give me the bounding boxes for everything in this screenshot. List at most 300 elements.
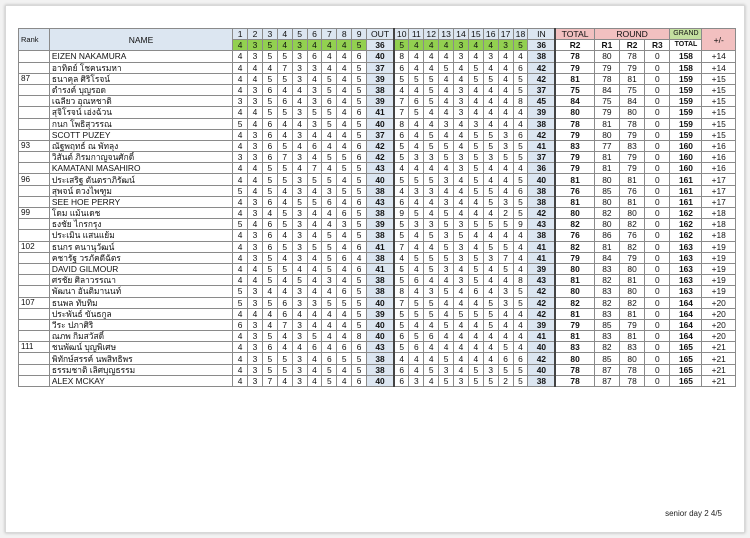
hole-score: 5: [424, 73, 439, 84]
hole-score: 5: [424, 308, 439, 319]
hole-score: 4: [439, 51, 454, 62]
hole-score: 5: [439, 62, 454, 73]
hole-score: 3: [248, 84, 263, 95]
hole-score: 6: [352, 342, 367, 353]
round-1-score: 87: [594, 375, 619, 386]
hole-score: 4: [454, 263, 469, 274]
hole-score: 4: [307, 219, 322, 230]
round-1-score: 81: [594, 152, 619, 163]
hole-score: 6: [424, 331, 439, 342]
round-1-score: 77: [594, 140, 619, 151]
hole-score: 4: [498, 331, 513, 342]
round-2-score: 78: [620, 118, 645, 129]
hole-score: 4: [439, 107, 454, 118]
hole-score: 5: [337, 297, 352, 308]
hole-score: 4: [468, 208, 483, 219]
in-score: 38: [528, 230, 555, 241]
hole-score: 4: [262, 308, 277, 319]
hole-score: 4: [307, 208, 322, 219]
hole-score: 6: [277, 308, 292, 319]
hole-score: 5: [352, 73, 367, 84]
hole-score: 4: [498, 163, 513, 174]
round-sub-header: R3: [645, 40, 670, 51]
round-3-score: 0: [645, 275, 670, 286]
hole-score: 3: [337, 219, 352, 230]
hole-score: 5: [233, 185, 248, 196]
plus-minus: +14: [702, 62, 736, 73]
hole-score: 4: [454, 286, 469, 297]
par-cell: 4: [424, 40, 439, 51]
hole-score: 3: [248, 252, 263, 263]
hole-score: 4: [439, 163, 454, 174]
out-score: 43: [367, 163, 394, 174]
out-score: 38: [367, 252, 394, 263]
hole-score: 4: [424, 241, 439, 252]
out-score: 41: [367, 263, 394, 274]
hole-header: 7: [322, 29, 337, 40]
hole-score: 4: [292, 84, 307, 95]
hole-score: 5: [498, 241, 513, 252]
hole-score: 4: [233, 342, 248, 353]
grand-total: 159: [670, 84, 702, 95]
hole-score: 4: [394, 84, 409, 95]
hole-score: 5: [513, 364, 528, 375]
hole-score: 5: [498, 152, 513, 163]
hole-score: 3: [439, 230, 454, 241]
hole-score: 5: [352, 219, 367, 230]
hole-score: 4: [322, 163, 337, 174]
out-score: 43: [367, 196, 394, 207]
plus-minus: +15: [702, 73, 736, 84]
hole-score: 5: [468, 308, 483, 319]
rank-cell: 87: [19, 73, 50, 84]
hole-score: 3: [292, 174, 307, 185]
hole-score: 4: [307, 185, 322, 196]
in-score: 38: [528, 196, 555, 207]
plus-minus: +17: [702, 196, 736, 207]
rank-cell: [19, 275, 50, 286]
par-cell: 5: [352, 40, 367, 51]
hole-score: 5: [424, 140, 439, 151]
hole-score: 3: [233, 96, 248, 107]
round-2-score: 81: [620, 73, 645, 84]
hole-score: 4: [483, 118, 498, 129]
hole-score: 5: [277, 107, 292, 118]
round-1-score: 81: [594, 118, 619, 129]
hole-score: 4: [468, 353, 483, 364]
hole-score: 4: [468, 331, 483, 342]
hole-score: 7: [277, 152, 292, 163]
round-2-score: 81: [620, 275, 645, 286]
hole-score: 5: [352, 275, 367, 286]
hole-score: 4: [409, 51, 424, 62]
hole-score: 3: [292, 241, 307, 252]
hole-score: 5: [409, 174, 424, 185]
hole-score: 4: [468, 297, 483, 308]
hole-score: 4: [439, 129, 454, 140]
in-score: 38: [528, 185, 555, 196]
round-2-score: 79: [620, 252, 645, 263]
hole-score: 4: [262, 62, 277, 73]
hole-score: 4: [454, 129, 469, 140]
hole-header: 9: [352, 29, 367, 40]
hole-score: 4: [483, 62, 498, 73]
hole-score: 5: [262, 163, 277, 174]
hole-score: 4: [424, 275, 439, 286]
player-row: [19, 275, 736, 286]
hole-score: 3: [292, 297, 307, 308]
hole-score: 5: [483, 73, 498, 84]
plus-minus: +15: [702, 107, 736, 118]
hole-score: 4: [394, 353, 409, 364]
grand-total: 161: [670, 196, 702, 207]
hole-score: 3: [292, 129, 307, 140]
hole-score: 3: [248, 152, 263, 163]
hole-score: 6: [262, 84, 277, 95]
hole-score: 4: [483, 230, 498, 241]
rank-cell: [19, 84, 50, 95]
in-score: 41: [528, 252, 555, 263]
out-score: 39: [367, 96, 394, 107]
round-3-score: 0: [645, 118, 670, 129]
hole-score: 3: [307, 84, 322, 95]
total-score: 81: [555, 331, 594, 342]
hole-score: 4: [409, 286, 424, 297]
hole-score: 5: [277, 353, 292, 364]
hole-score: 5: [439, 353, 454, 364]
hole-score: 4: [277, 275, 292, 286]
round-2-score: 79: [620, 152, 645, 163]
hole-score: 4: [439, 73, 454, 84]
hole-score: 3: [483, 364, 498, 375]
player-name: วีระ ปภาศิริ: [49, 319, 232, 330]
hole-score: 4: [337, 129, 352, 140]
round-2-score: 82: [620, 297, 645, 308]
total-score: 76: [555, 185, 594, 196]
plus-minus: +18: [702, 230, 736, 241]
hole-score: 5: [394, 174, 409, 185]
hole-score: 4: [248, 163, 263, 174]
hole-score: 5: [352, 286, 367, 297]
hole-score: 6: [352, 263, 367, 274]
hole-score: 4: [322, 331, 337, 342]
hole-score: 3: [439, 118, 454, 129]
par-cell: 4: [277, 40, 292, 51]
hole-score: 4: [337, 308, 352, 319]
hole-score: 5: [483, 308, 498, 319]
hole-score: 5: [352, 129, 367, 140]
hole-score: 6: [394, 375, 409, 386]
round-1-score: 83: [594, 286, 619, 297]
hole-score: 4: [498, 84, 513, 95]
hole-score: 4: [248, 118, 263, 129]
hole-score: 3: [292, 62, 307, 73]
hole-score: 5: [352, 353, 367, 364]
round-2-score: 79: [620, 163, 645, 174]
hole-score: 4: [277, 331, 292, 342]
hole-score: 6: [498, 353, 513, 364]
round-3-score: 0: [645, 286, 670, 297]
out-score: 40: [367, 297, 394, 308]
total-score: 82: [555, 241, 594, 252]
hole-score: 4: [394, 163, 409, 174]
hole-score: 5: [439, 140, 454, 151]
hole-score: 6: [513, 185, 528, 196]
hole-score: 4: [337, 107, 352, 118]
hole-score: 4: [498, 62, 513, 73]
in-score: 41: [528, 140, 555, 151]
hole-score: 6: [307, 51, 322, 62]
hole-score: 4: [498, 51, 513, 62]
hole-score: 4: [409, 118, 424, 129]
hole-score: 3: [498, 286, 513, 297]
total-score: 81: [555, 174, 594, 185]
hole-score: 3: [424, 219, 439, 230]
round-3-score: 0: [645, 208, 670, 219]
hole-score: 4: [498, 185, 513, 196]
hole-score: 5: [277, 263, 292, 274]
hole-score: 4: [322, 342, 337, 353]
total-score: 80: [555, 286, 594, 297]
plus-minus: +17: [702, 174, 736, 185]
hole-score: 7: [394, 241, 409, 252]
hole-score: 4: [454, 196, 469, 207]
hole-score: 4: [262, 208, 277, 219]
grand-total: 160: [670, 152, 702, 163]
hole-score: 5: [513, 286, 528, 297]
hole-score: 4: [424, 62, 439, 73]
hole-score: 5: [352, 185, 367, 196]
plus-minus: +16: [702, 152, 736, 163]
hole-score: 4: [233, 84, 248, 95]
hole-score: 5: [468, 163, 483, 174]
hole-score: 4: [498, 275, 513, 286]
hole-score: 4: [307, 308, 322, 319]
hole-score: 4: [248, 174, 263, 185]
out-header: OUT: [367, 29, 394, 40]
scoreboard-sheet: [5, 5, 745, 533]
header-row: [19, 29, 736, 40]
hole-score: 6: [352, 51, 367, 62]
hole-score: 3: [424, 286, 439, 297]
hole-score: 3: [483, 51, 498, 62]
round-3-score: 0: [645, 308, 670, 319]
hole-score: 4: [277, 129, 292, 140]
player-name: ประเสริฐ ตันตราภิรัฒน์: [49, 174, 232, 185]
hole-score: 7: [498, 252, 513, 263]
hole-score: 6: [322, 96, 337, 107]
grand-total: 162: [670, 208, 702, 219]
player-row: [19, 319, 736, 330]
hole-score: 5: [233, 118, 248, 129]
hole-score: 4: [454, 73, 469, 84]
hole-score: 4: [439, 308, 454, 319]
hole-score: 2: [498, 208, 513, 219]
hole-score: 4: [483, 263, 498, 274]
hole-score: 4: [424, 375, 439, 386]
hole-score: 6: [262, 140, 277, 151]
hole-score: 4: [277, 196, 292, 207]
in-score: 43: [528, 275, 555, 286]
total-score: 81: [555, 308, 594, 319]
hole-score: 5: [409, 107, 424, 118]
in-score: 41: [528, 241, 555, 252]
hole-score: 5: [394, 275, 409, 286]
total-score: 80: [555, 107, 594, 118]
round-1-score: 82: [594, 297, 619, 308]
round-1-score: 85: [594, 185, 619, 196]
grand-total: 160: [670, 140, 702, 151]
hole-score: 3: [454, 219, 469, 230]
grand-total: 158: [670, 51, 702, 62]
hole-score: 5: [394, 140, 409, 151]
grand-total: 163: [670, 286, 702, 297]
hole-score: 5: [439, 219, 454, 230]
hole-score: 4: [322, 129, 337, 140]
rank-cell: 93: [19, 140, 50, 151]
hole-score: 4: [292, 342, 307, 353]
hole-score: 5: [424, 96, 439, 107]
hole-score: 3: [483, 152, 498, 163]
hole-score: 8: [513, 96, 528, 107]
total-score: 78: [555, 364, 594, 375]
hole-score: 4: [322, 140, 337, 151]
hole-score: 6: [352, 241, 367, 252]
hole-header: 6: [307, 29, 322, 40]
hole-score: 9: [394, 208, 409, 219]
hole-score: 4: [248, 219, 263, 230]
hole-score: 5: [233, 297, 248, 308]
round-sub-header: R1: [594, 40, 619, 51]
player-name: พัฒนา อันติมานนท์: [49, 286, 232, 297]
hole-score: 4: [337, 263, 352, 274]
hole-score: 6: [352, 152, 367, 163]
hole-score: 3: [292, 375, 307, 386]
round-1-score: 80: [594, 129, 619, 140]
round-2-score: 78: [620, 51, 645, 62]
hole-score: 4: [513, 263, 528, 274]
out-score: 38: [367, 286, 394, 297]
plus-minus: +21: [702, 364, 736, 375]
grand-total: 164: [670, 297, 702, 308]
hole-score: 4: [498, 230, 513, 241]
hole-score: 3: [292, 286, 307, 297]
round-3-score: 0: [645, 107, 670, 118]
player-name: ธนพล ทับทิม: [49, 297, 232, 308]
hole-score: 4: [233, 263, 248, 274]
plus-minus: +17: [702, 185, 736, 196]
hole-score: 5: [498, 263, 513, 274]
hole-score: 3: [468, 118, 483, 129]
hole-score: 5: [322, 152, 337, 163]
hole-score: 5: [277, 208, 292, 219]
rank-header: Rank: [19, 29, 50, 51]
hole-score: 4: [513, 107, 528, 118]
hole-score: 4: [468, 107, 483, 118]
hole-score: 4: [307, 286, 322, 297]
round-2-score: 82: [620, 219, 645, 230]
hole-score: 4: [394, 185, 409, 196]
player-name: กนก โพธิสุวรรณ: [49, 118, 232, 129]
rank-cell: [19, 364, 50, 375]
hole-score: 5: [352, 230, 367, 241]
hole-score: 4: [483, 96, 498, 107]
hole-header: 16: [483, 29, 498, 40]
hole-score: 6: [337, 342, 352, 353]
player-row: [19, 308, 736, 319]
hole-score: 5: [352, 174, 367, 185]
hole-score: 6: [394, 196, 409, 207]
hole-score: 5: [483, 375, 498, 386]
hole-header: 10: [394, 29, 409, 40]
round-3-score: 0: [645, 263, 670, 274]
grand-total: 164: [670, 331, 702, 342]
hole-score: 5: [322, 375, 337, 386]
hole-score: 4: [424, 342, 439, 353]
hole-score: 4: [424, 118, 439, 129]
rank-cell: 111: [19, 342, 50, 353]
player-name: ศรชัย ศิลาวรรณา: [49, 275, 232, 286]
in-score: 38: [528, 118, 555, 129]
grand-total: 159: [670, 73, 702, 84]
hole-score: 5: [394, 308, 409, 319]
player-rows: [19, 51, 736, 387]
out-score: 39: [367, 73, 394, 84]
total-score: 84: [555, 96, 594, 107]
hole-score: 3: [292, 208, 307, 219]
hole-score: 5: [424, 129, 439, 140]
hole-score: 5: [424, 174, 439, 185]
out-score: 43: [367, 342, 394, 353]
hole-score: 4: [307, 252, 322, 263]
hole-score: 7: [394, 297, 409, 308]
hole-score: 3: [292, 252, 307, 263]
hole-score: 5: [513, 84, 528, 95]
hole-score: 4: [292, 263, 307, 274]
round-2-score: 80: [620, 353, 645, 364]
hole-score: 4: [277, 252, 292, 263]
round-1-score: 85: [594, 353, 619, 364]
grand-total: 159: [670, 118, 702, 129]
grand-sub-header: TOTAL: [670, 40, 702, 51]
hole-score: 4: [307, 73, 322, 84]
out-score: 38: [367, 230, 394, 241]
hole-score: 4: [409, 140, 424, 151]
hole-score: 6: [352, 140, 367, 151]
hole-score: 5: [468, 375, 483, 386]
rank-cell: [19, 308, 50, 319]
out-score: 41: [367, 107, 394, 118]
player-name: สุจิโรจน์ เอ่งฉ้วน: [49, 107, 232, 118]
hole-score: 4: [292, 308, 307, 319]
out-score: 40: [367, 319, 394, 330]
hole-score: 4: [409, 263, 424, 274]
player-row: [19, 96, 736, 107]
in-score: 38: [528, 51, 555, 62]
hole-score: 3: [424, 185, 439, 196]
hole-score: 5: [307, 107, 322, 118]
hole-score: 5: [337, 185, 352, 196]
round-2-score: 78: [620, 375, 645, 386]
round-1-score: 81: [594, 163, 619, 174]
par-cell: 4: [337, 40, 352, 51]
round-sub-header: R2: [620, 40, 645, 51]
hole-score: 5: [233, 219, 248, 230]
rank-cell: [19, 152, 50, 163]
hole-header: 2: [248, 29, 263, 40]
hole-score: 4: [454, 62, 469, 73]
rank-cell: [19, 107, 50, 118]
